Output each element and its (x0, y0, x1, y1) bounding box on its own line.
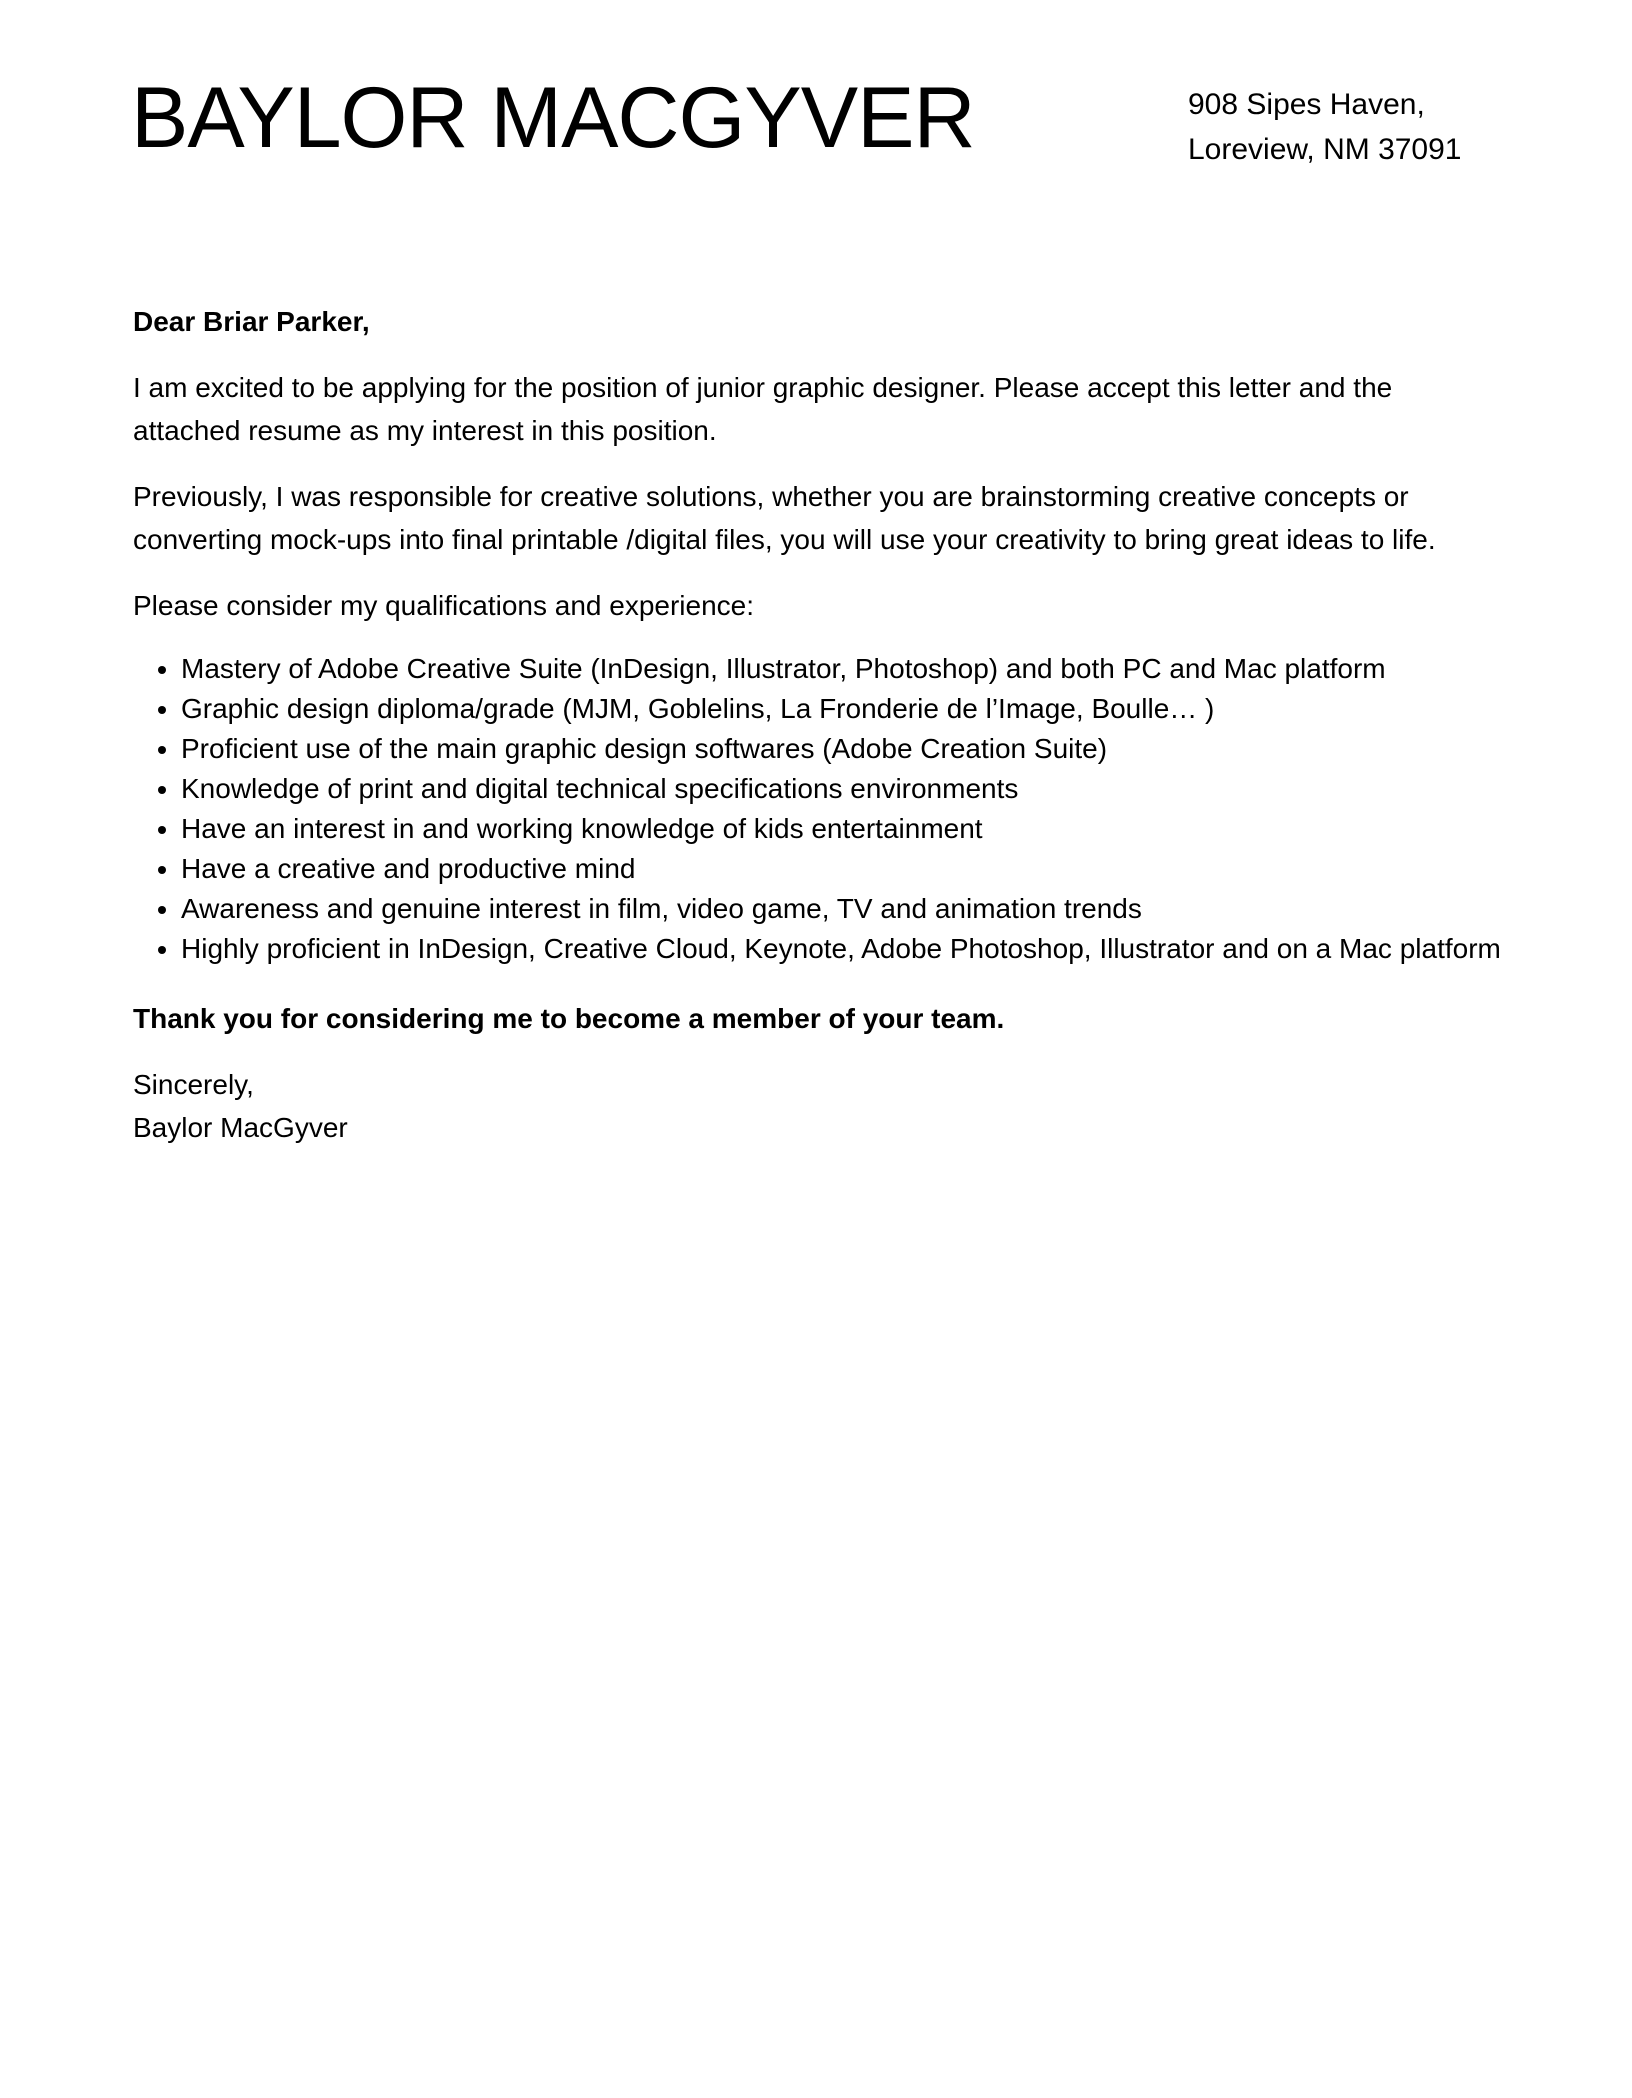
list-item: • Graphic design diploma/grade (MJM, Goblelins, La Fronderie de l’Image, Boulle… ) (181, 690, 1503, 727)
paragraph-qualifications-intro: Please consider my qualifications and experience: (133, 590, 755, 621)
salutation: Dear Briar Parker, (133, 306, 370, 337)
list-item: • Mastery of Adobe Creative Suite (InDesign, Illustrator, Photoshop) and both PC and Mac platform (181, 650, 1503, 687)
list-item: • Highly proficient in InDesign, Creative Cloud, Keynote, Adobe Photoshop, Illustrator and on a Mac platform (181, 930, 1503, 967)
signature: Baylor MacGyver (133, 1112, 348, 1143)
list-item: • Have an interest in and working knowledge of kids entertainment (181, 810, 1503, 847)
list-item: • Have a creative and productive mind (181, 850, 1503, 887)
letter-body (133, 300, 1503, 1149)
list-item: • Knowledge of print and digital technical specifications environments (181, 770, 1503, 807)
list-item: • Proficient use of the main graphic design softwares (Adobe Creation Suite) (181, 730, 1503, 767)
address (1188, 82, 1462, 172)
applicant-name: BAYLOR MACGYVER (131, 70, 975, 166)
sign-off (133, 1063, 1503, 1149)
valediction: Sincerely, (133, 1069, 254, 1100)
address-line-1: 908 Sipes Haven, (1188, 88, 1425, 121)
paragraph-experience: Previously, I was responsible for creative solutions, whether you are brainstorming creative concepts or converting mock-ups into final printable /digital files, you will use your creativity to bring great ideas to life. (133, 481, 1436, 555)
list-item: • Awareness and genuine interest in film, video game, TV and animation trends (181, 890, 1503, 927)
address-line-2: Loreview, NM 37091 (1188, 133, 1462, 166)
closing-statement: Thank you for considering me to become a member of your team. (133, 1003, 1005, 1034)
paragraph-intro: I am excited to be applying for the position of junior graphic designer. Please accept this letter and the attached resume as my interest in this position. (133, 372, 1393, 446)
qualifications-list (133, 650, 1503, 967)
